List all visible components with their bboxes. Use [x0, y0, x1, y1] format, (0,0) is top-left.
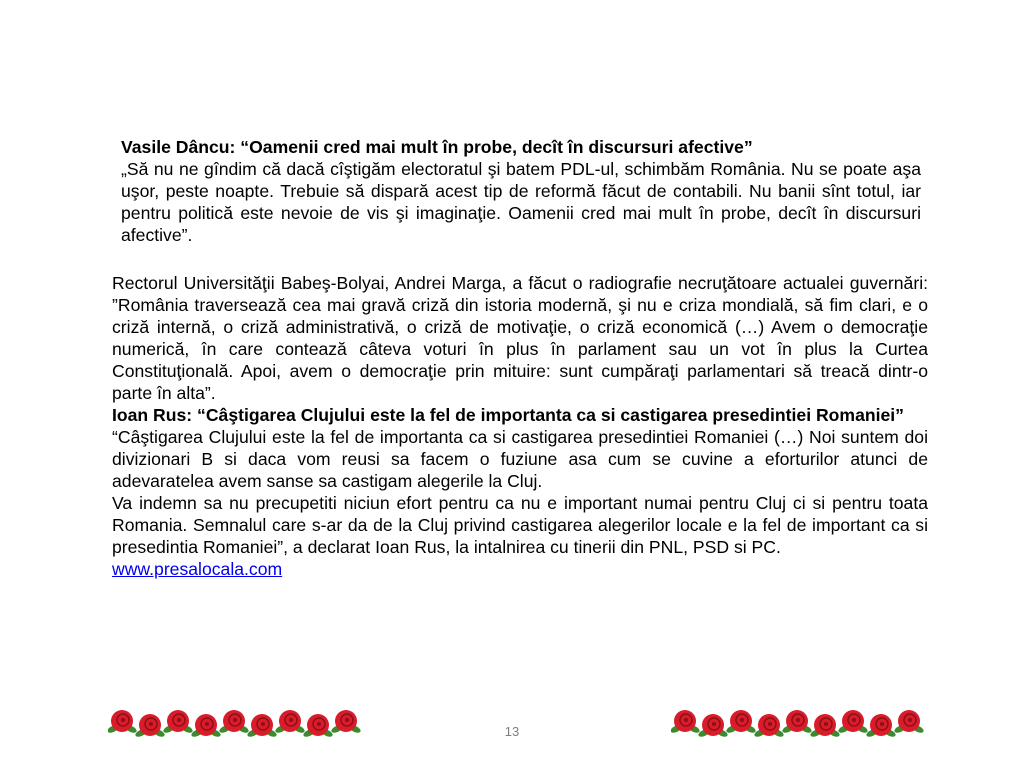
rose-bud	[684, 718, 688, 722]
rus-paragraph-2: Va indemn sa nu precupetiti niciun efort pentru ca nu e important numai pentru Cluj ci si pentru toata Romania. Semnalul care s-ar da de la Cluj privind castigarea alegerilor locale e la fel de important ca si presedintia Romaniei”, a declarat Ioan Rus, la intalnirea cu tinerii din PNL, PSD si PC.	[112, 493, 928, 557]
rose-bud	[796, 718, 800, 722]
rose-bud	[345, 718, 349, 722]
page-number: 13	[504, 724, 520, 739]
source-link[interactable]: www.presalocala.com	[112, 559, 283, 579]
marga-paragraph: Rectorul Universităţii Babeş-Bolyai, Andrei Marga, a făcut o radiografie necruţătoare actualei guvernări: ”România traversează cea mai gravă criză din istoria modernă, şi nu e criza mondială, să fim clari, e o criză internă, o criză administrativă, o criză de motivaţie, o criză economică (…) Avem o democraţie numerică, în care contează câteva voturi în plus în parlament sau un vot în plus la Curtea Constituţională. Apoi, avem o democraţie prin mituire: sunt cumpăraţi parlamentari să treacă dintr-o parte în alta”.	[112, 273, 928, 403]
rose-bud	[852, 718, 856, 722]
rose-bud	[177, 718, 181, 722]
rose-bud	[908, 718, 912, 722]
rus-heading: Ioan Rus: “Câştigarea Clujului este la fel de importanta ca si castigarea presedintiei Romaniei”	[112, 405, 904, 425]
rose-bud	[121, 718, 125, 722]
quote-body: „Să nu ne gîndim că dacă cîştigăm electoratul şi batem PDL-ul, schimbăm România. Nu se poate aşa uşor, peste noapte. Trebuie să dispară acest tip de reformă făcut de contabili. Nu banii sînt totul, iar pentru politică este nevoie de vis şi imaginaţie. Oamenii cred mai mult în probe, decît în discursuri afective”.	[121, 159, 921, 245]
quote-block	[121, 136, 921, 246]
article-block	[112, 272, 928, 580]
rose-bud	[740, 718, 744, 722]
rose-bud	[289, 718, 293, 722]
rose-bud	[233, 718, 237, 722]
rus-paragraph-1: “Câştigarea Clujului este la fel de importanta ca si castigarea presedintiei Romaniei (…) Noi suntem doi divizionari B si daca vom reusi sa facem o fuziune asa cum se cuvine a eforturilor atunci de adevaratelea avem sanse sa castigam alegerile la Cluj.	[112, 427, 928, 491]
quote-heading: Vasile Dâncu: “Oamenii cred mai mult în probe, decît în discursuri afective”	[121, 137, 753, 157]
